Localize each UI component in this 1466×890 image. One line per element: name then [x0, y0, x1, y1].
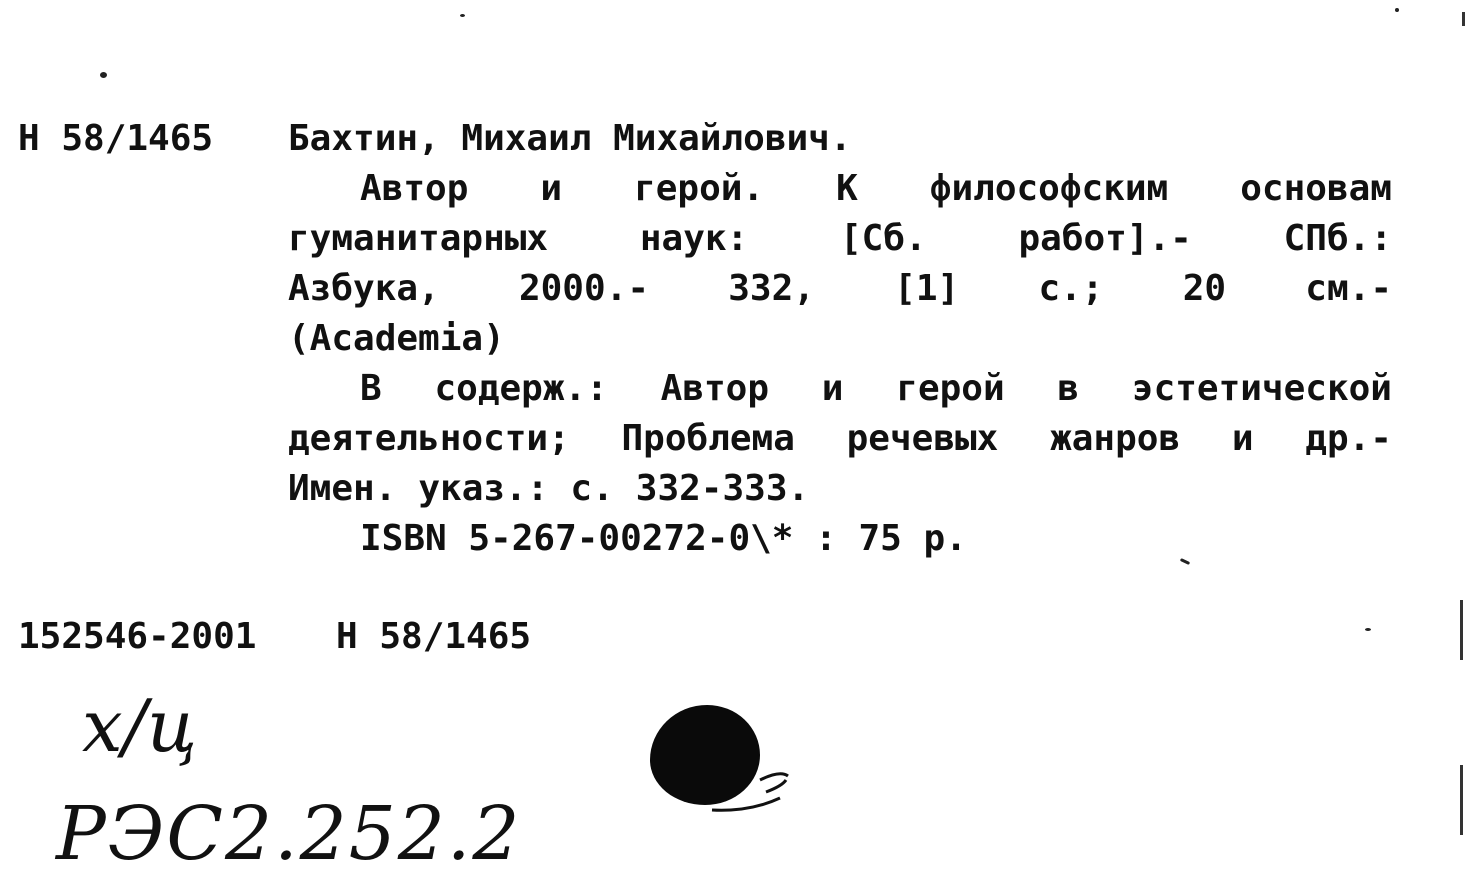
- handwritten-classification: РЭС2.252.2: [56, 791, 522, 877]
- dust-speck: [1395, 8, 1399, 12]
- dust-speck: [100, 72, 107, 78]
- word: [Сб.: [840, 218, 927, 259]
- contents-line-1: [360, 364, 1392, 414]
- scan-edge-line: [1462, 12, 1465, 26]
- word: В: [360, 368, 382, 409]
- bottom-call-number: Н 58/1465: [336, 616, 532, 657]
- word: герой: [896, 368, 1005, 409]
- dust-speck: [1180, 558, 1190, 565]
- word: гуманитарных: [288, 218, 549, 259]
- word: и: [1231, 418, 1254, 459]
- title-line-3: [288, 264, 1392, 314]
- word: СПб.:: [1283, 218, 1392, 259]
- word: см.-: [1305, 268, 1392, 309]
- word: с.: [570, 468, 614, 509]
- dust-speck: [460, 14, 465, 17]
- word: деятельности;: [288, 418, 570, 459]
- word: указ.:: [418, 468, 549, 509]
- title-line-2: [288, 214, 1392, 264]
- dust-speck: [1365, 628, 1371, 631]
- contents-line-2: [288, 414, 1392, 464]
- word: герой.: [634, 168, 765, 209]
- word: эстетической: [1131, 368, 1392, 409]
- call-number: Н 58/1465: [18, 118, 214, 159]
- word: и: [821, 368, 844, 409]
- word: жанров: [1050, 418, 1181, 459]
- word: основам: [1240, 168, 1392, 209]
- series: (Academia): [288, 318, 505, 359]
- inventory-number: 152546-2001: [18, 616, 257, 657]
- word: Проблема: [621, 418, 795, 459]
- word: Автор: [360, 168, 469, 209]
- scan-edge-line: [1460, 765, 1463, 835]
- title-line-1: [360, 164, 1392, 214]
- author-heading: Бахтин, Михаил Михайлович.: [288, 118, 852, 159]
- word: наук:: [639, 218, 749, 259]
- word: работ].-: [1018, 218, 1192, 259]
- word: 20: [1182, 268, 1227, 309]
- word: Автор: [660, 368, 770, 409]
- handwritten-shelf-mark: х/ц: [82, 684, 198, 768]
- word: речевых: [846, 418, 999, 459]
- word: 2000.-: [518, 268, 649, 309]
- contents-line-3: [288, 464, 1392, 514]
- word: с.;: [1038, 268, 1104, 309]
- word: 332,: [728, 268, 815, 309]
- word: 332-333.: [635, 468, 810, 509]
- scan-edge-line: [1460, 600, 1463, 660]
- word: Азбука,: [288, 268, 440, 309]
- word: содерж.:: [434, 368, 608, 409]
- word: др.-: [1305, 418, 1392, 459]
- word: в: [1057, 368, 1080, 409]
- title-line-4: [288, 314, 1392, 364]
- word: [1]: [894, 268, 960, 309]
- isbn-price: ISBN 5-267-00272-0\* : 75 р.: [360, 518, 967, 559]
- word: философским: [929, 168, 1169, 209]
- word: Имен.: [288, 468, 397, 509]
- hole-tear-mark: [700, 740, 800, 820]
- word: и: [540, 168, 563, 209]
- word: К: [836, 168, 858, 209]
